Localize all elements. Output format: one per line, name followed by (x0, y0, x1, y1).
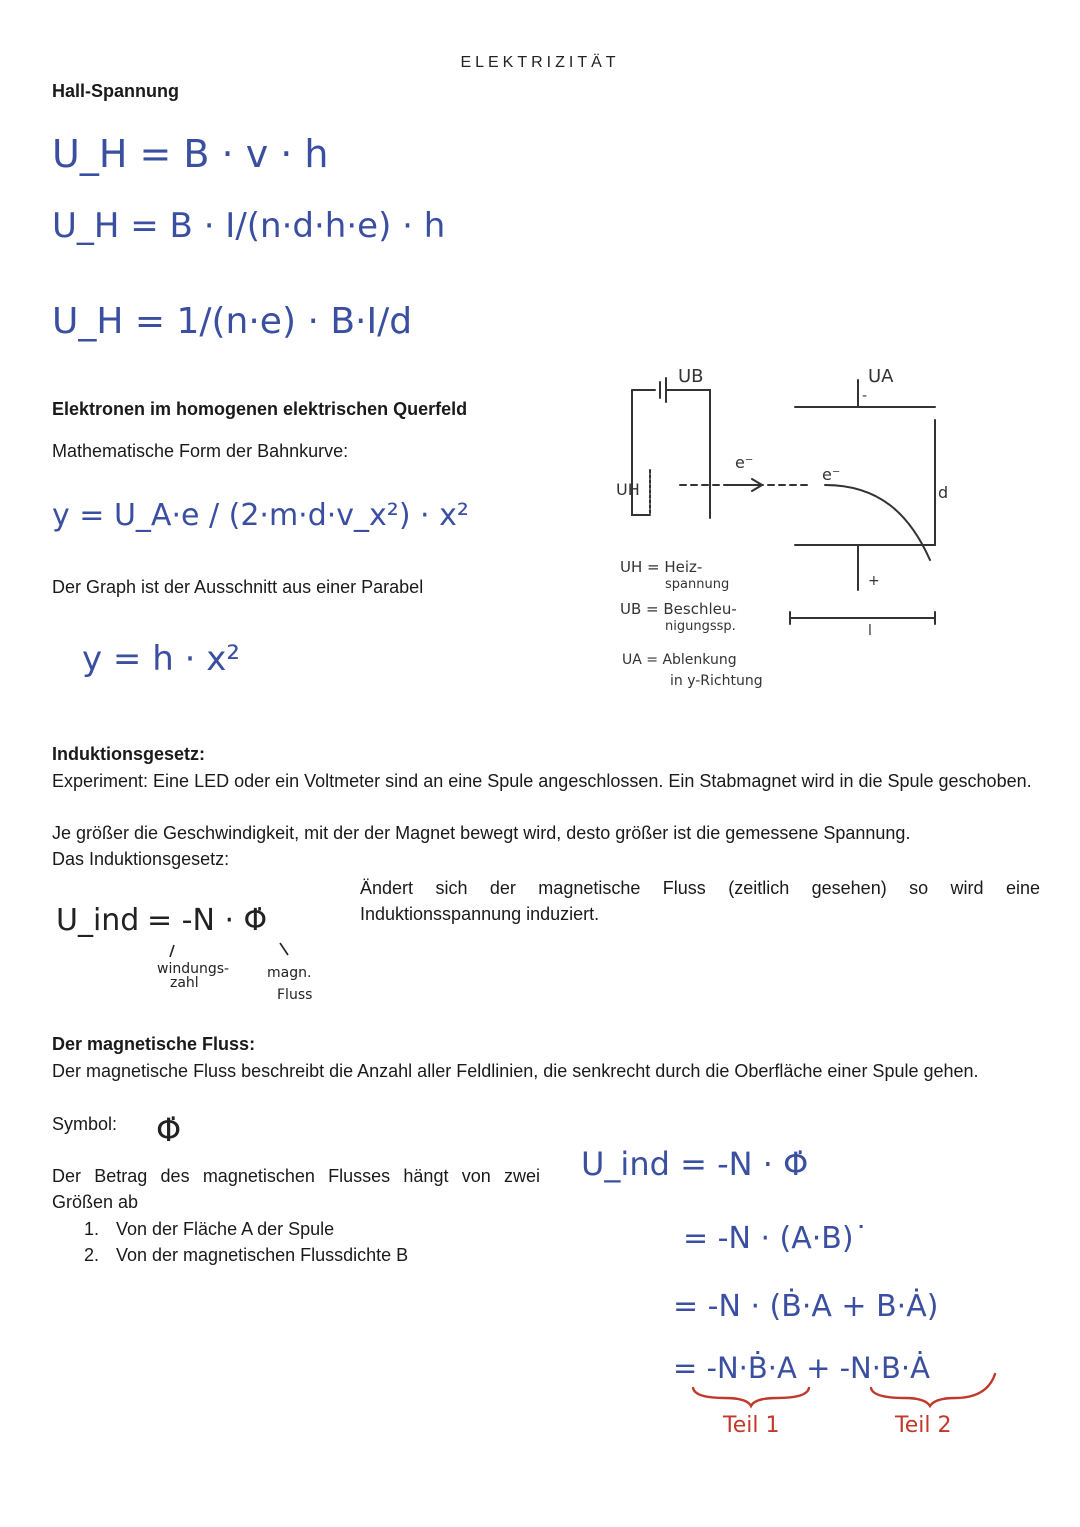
note-windungen-1: windungs- (157, 961, 230, 977)
svg-text:y = U_A·e / (2·m·d·v_x²) · x²: y = U_A·e / (2·m·d·v_x²) · x² (52, 498, 469, 533)
svg-text:y = h · x²: y = h · x² (82, 639, 240, 679)
teil-2-label: Teil 2 (895, 1413, 952, 1438)
page-header: ELEKTRIZITÄT (460, 54, 620, 71)
label-uh: UH (616, 480, 640, 499)
parabola-formula (70, 625, 310, 685)
uind-rhs: = -N · Φ̇ (147, 903, 268, 938)
legend-uh-2: spannung (665, 577, 730, 592)
label-d: d (938, 483, 949, 502)
symbol-label: Symbol: (52, 1114, 118, 1134)
fluss-heading: Der magnetische Fluss: (52, 1034, 256, 1054)
bahnkurve-formula (40, 470, 469, 550)
hall-formula-2: U_H = B · I/(n·d·h·e) · h (52, 206, 446, 246)
teil-1-label: Teil 1 (723, 1413, 780, 1438)
querfeld-subtitle: Mathematische Form der Bahnkurve: (52, 441, 349, 461)
label-e1: e⁻ (735, 453, 754, 472)
label-minus: - (862, 388, 868, 404)
graph-text: Der Graph ist der Ausschnitt aus einer Parabel (52, 577, 424, 597)
hall-formula-1: U_H = B · v · h (52, 132, 329, 176)
hall-formula-3: U_H = 1/(n·e) · B·I/d (52, 301, 413, 342)
derivation-line-4: = -N·Ḃ·A + -N·B·Ȧ (673, 1351, 930, 1385)
legend-uh-1: UH = Heiz- (620, 558, 703, 576)
legend-ub-2: nigungssp. (665, 619, 736, 634)
fluss-paragraph-1: Der magnetische Fluss beschreibt die Anzahl aller Feldlinien, die senkrecht durch die Oberfläche einer Spule gehen. (52, 1061, 979, 1081)
list-item: 2. Von der magnetischen Flussdichte B (84, 1245, 409, 1265)
induktion-aside: Ändert sich der magnetische Fluss (zeitlich gesehen) so wird eine Induktionsspannung induziert. (360, 878, 1040, 924)
fluss-paragraph-2: Der Betrag des magnetischen Flusses hängt von zwei Größen ab (52, 1166, 540, 1212)
induktion-formula (52, 885, 352, 1010)
phi-symbol (150, 1095, 200, 1155)
derivation-line-2: = -N · (A·B)˙ (683, 1221, 869, 1256)
svg-text:Φ̇: Φ̇ (156, 1111, 182, 1149)
induktion-paragraph-1: Experiment: Eine LED oder ein Voltmeter sind an eine Spule angeschlossen. Ein Stabmagnet wird in die Spule geschoben. (52, 771, 1032, 791)
label-plus: + (868, 573, 880, 589)
label-e2: e⁻ (822, 465, 841, 484)
label-ua: UA (868, 366, 894, 387)
fluss-list (84, 1216, 408, 1268)
label-ub: UB (678, 366, 704, 387)
uind-lhs: U_ind (56, 903, 140, 938)
legend-ua-2: in y-Richtung (670, 673, 763, 689)
hall-heading: Hall-Spannung (52, 81, 179, 101)
legend-ua-1: UA = Ablenkung (622, 652, 737, 668)
note-windungen-2: zahl (170, 975, 199, 991)
note-fluss-1: magn. (267, 965, 312, 981)
derivation-line-3: = -N · (Ḃ·A + B·Ȧ) (673, 1289, 939, 1324)
hall-formulas (40, 125, 446, 360)
induktion-heading: Induktionsgesetz: (52, 744, 206, 764)
label-l: l (868, 623, 872, 639)
braun-tube-diagram (610, 360, 960, 705)
induktion-paragraph-3: Das Induktionsgesetz: (52, 849, 230, 869)
list-item: 1. Von der Fläche A der Spule (84, 1219, 335, 1239)
querfeld-heading: Elektronen im homogenen elektrischen Querfeld (52, 399, 468, 419)
legend-ub-1: UB = Beschleu- (620, 600, 737, 618)
derivation-line-1: U_ind = -N · Φ̇ (581, 1145, 809, 1183)
note-fluss-2: Fluss (277, 987, 313, 1003)
induktion-paragraph-2: Je größer die Geschwindigkeit, mit der der Magnet bewegt wird, desto größer ist die gemessene Spannung. (52, 823, 911, 843)
derivation (575, 1130, 1030, 1450)
